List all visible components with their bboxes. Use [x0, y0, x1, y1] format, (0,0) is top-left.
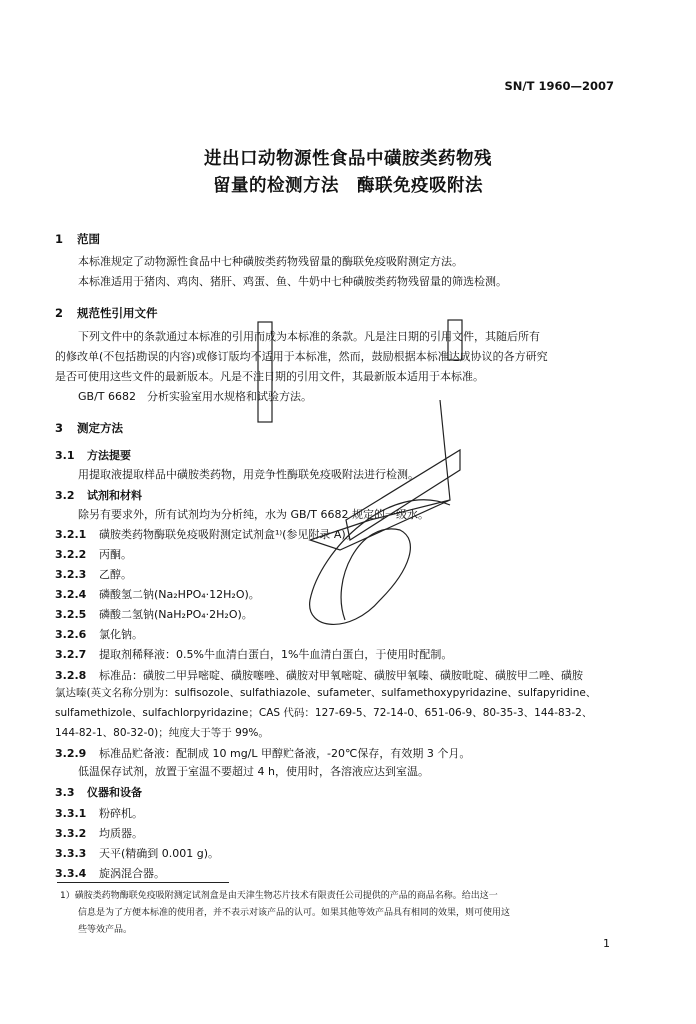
item-number: 3.2.6 — [55, 628, 87, 641]
watermark-stroke — [346, 450, 460, 540]
item-text: 天平(精确到 0.001 g)。 — [99, 847, 220, 860]
item-number: 3.2.8 — [55, 669, 87, 682]
section-title: 测定方法 — [77, 421, 123, 435]
item-text: 标准品：磺胺二甲异嘧啶、磺胺噻唑、磺胺对甲氧嘧啶、磺胺甲氧嗪、磺胺吡啶、磺胺甲二唑、磺胺 — [99, 669, 583, 682]
reagent-item — [55, 566, 132, 582]
item-number: 3.2.1 — [55, 528, 87, 541]
item-continuation: 氯达嗪(英文名称分别为：sulfisozole、sulfathiazole、sufameter、sulfamethoxypyridazine、sulfapyridine、 — [55, 687, 597, 699]
item-number: 3.2.5 — [55, 608, 87, 621]
item-text: 磷酸氢二钠(Na₂HPO₄·12H₂O)。 — [99, 588, 260, 601]
equipment-item — [55, 825, 143, 841]
reagent-item — [55, 546, 132, 562]
reagent-item — [55, 586, 260, 602]
reagent-item-standards — [55, 667, 583, 683]
paragraph: 除另有要求外，所有试剂均为分析纯，水为 GB/T 6682 规定的一级水。 — [78, 508, 429, 521]
watermark-stroke — [310, 400, 450, 550]
item-number: 3.2.9 — [55, 747, 87, 760]
section-number: 2 — [55, 306, 64, 320]
reagent-item-stock-solution — [55, 745, 470, 761]
section-title: 规范性引用文件 — [77, 306, 158, 320]
section-number: 3 — [55, 421, 64, 435]
item-text: 氯化钠。 — [99, 628, 143, 641]
standard-code: SN/T 1960—2007 — [504, 79, 614, 93]
paragraph: 低温保存试剂，放置于室温不要超过 4 h，使用时，各溶液应达到室温。 — [78, 765, 429, 778]
item-number: 3.3.2 — [55, 827, 87, 840]
paragraph: 本标准规定了动物源性食品中七种磺胺类药物残留量的酶联免疫吸附测定方法。 — [78, 255, 463, 268]
section-3-heading — [55, 420, 123, 436]
item-number: 3.3.1 — [55, 807, 87, 820]
subsection-title: 方法提要 — [87, 449, 131, 462]
watermark-curve — [310, 500, 450, 625]
item-number: 3.3.4 — [55, 867, 87, 880]
paragraph: 本标准适用于猪肉、鸡肉、猪肝、鸡蛋、鱼、牛奶中七种磺胺类药物残留量的筛选检测。 — [78, 275, 507, 288]
section-1-heading — [55, 231, 100, 247]
document-title-line-1: 进出口动物源性食品中磺胺类药物残 — [204, 149, 492, 169]
footnote-line: 些等效产品。 — [78, 925, 133, 935]
equipment-item — [55, 865, 165, 881]
item-number: 3.2.3 — [55, 568, 87, 581]
watermark-bar — [448, 320, 462, 360]
item-text: 乙醇。 — [99, 568, 132, 581]
item-text: 提取剂稀释液：0.5%牛血清白蛋白，1%牛血清白蛋白，于使用时配制。 — [99, 648, 453, 661]
equipment-item — [55, 805, 143, 821]
subsection-3-1-heading — [55, 447, 131, 463]
item-continuation: 144-82-1、80-32-0)；纯度大于等于 99%。 — [55, 727, 269, 739]
paragraph: 下列文件中的条款通过本标准的引用而成为本标准的条款。凡是注日期的引用文件，其随后所有 — [78, 330, 540, 343]
item-text: 磷酸二氢钠(NaH₂PO₄·2H₂O)。 — [99, 608, 253, 621]
footnote-line: 1）磺胺类药物酶联免疫吸附测定试剂盒是由天津生物芯片技术有限责任公司提供的产品的商品名称。给出这一 — [60, 891, 498, 901]
reagent-item — [55, 606, 253, 622]
paragraph: 的修改单(不包括勘误的内容)或修订版均不适用于本标准，然而，鼓励根据本标准达成协议的各方研究 — [55, 350, 548, 363]
subsection-number: 3.3 — [55, 786, 75, 799]
paragraph: 用提取液提取样品中磺胺类药物，用竞争性酶联免疫吸附法进行检测。 — [78, 468, 419, 481]
section-2-heading — [55, 305, 158, 321]
subsection-number: 3.1 — [55, 449, 75, 462]
subsection-title: 试剂和材料 — [87, 489, 142, 502]
paragraph: 是否可使用这些文件的最新版本。凡是不注日期的引用文件，其最新版本适用于本标准。 — [55, 370, 484, 383]
reference-entry: GB/T 6682 分析实验室用水规格和试验方法。 — [78, 390, 312, 403]
item-number: 3.3.3 — [55, 847, 87, 860]
item-number: 3.2.2 — [55, 548, 87, 561]
item-text: 磺胺类药物酶联免疫吸附测定试剂盒¹⁾(参见附录 A)。 — [99, 528, 357, 541]
section-title: 范围 — [77, 232, 100, 246]
item-number: 3.2.4 — [55, 588, 87, 601]
page-number: 1 — [603, 937, 610, 950]
section-number: 1 — [55, 232, 64, 246]
subsection-3-2-heading — [55, 487, 142, 503]
reagent-item — [55, 646, 452, 662]
equipment-item — [55, 845, 219, 861]
document-title-line-2: 留量的检测方法 酶联免疫吸附法 — [213, 176, 483, 196]
watermark-stamp — [250, 300, 480, 640]
item-number: 3.2.7 — [55, 648, 87, 661]
item-text: 标准品贮备液：配制成 10 mg/L 甲醇贮备液，-20℃保存，有效期 3 个月。 — [99, 747, 471, 760]
watermark-bar — [258, 322, 272, 422]
item-text: 旋涡混合器。 — [99, 867, 165, 880]
item-text: 丙酮。 — [99, 548, 132, 561]
footnote-line: 信息是为了方便本标准的使用者，并不表示对该产品的认可。如果其他等效产品具有相同的效果，则可使用这 — [78, 908, 511, 918]
subsection-title: 仪器和设备 — [87, 786, 142, 799]
item-text: 均质器。 — [99, 827, 143, 840]
subsection-number: 3.2 — [55, 489, 75, 502]
footnote-divider — [57, 882, 229, 883]
subsection-3-3-heading — [55, 784, 142, 800]
item-continuation: sulfamethizole、sulfachlorpyridazine；CAS 代码：127-69-5、72-14-0、651-06-9、80-35-3、144-83-2、 — [55, 707, 593, 719]
reagent-item — [55, 626, 143, 642]
item-text: 粉碎机。 — [99, 807, 143, 820]
